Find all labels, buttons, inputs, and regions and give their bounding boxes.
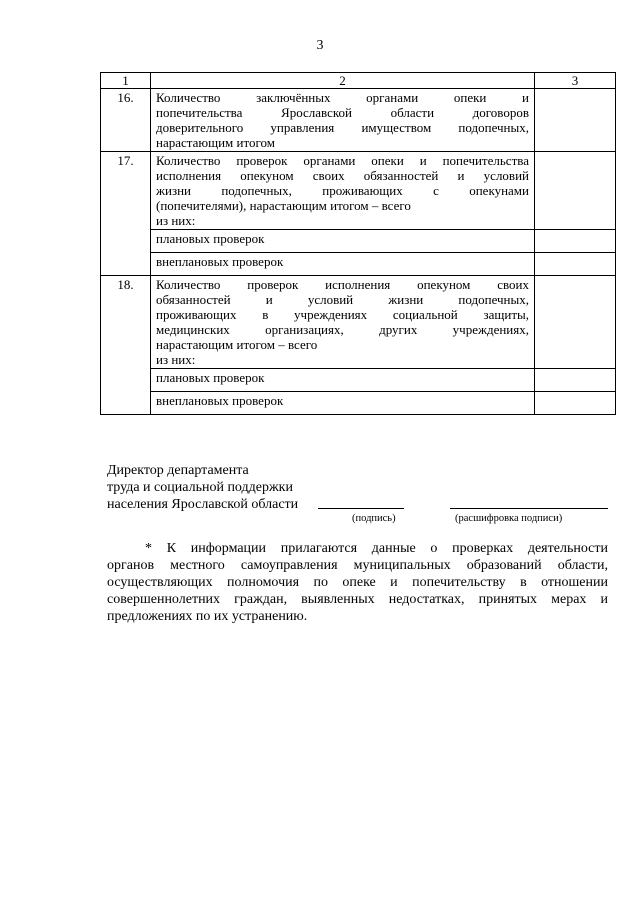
description-line: медицинских организациях, других учреждениях, (156, 322, 529, 337)
value-cell (535, 253, 616, 276)
description-line: доверительного управления имуществом подопечных, (156, 120, 529, 135)
value-cell (535, 369, 616, 392)
signature-decoding-line (450, 508, 608, 509)
table-subrow (101, 253, 616, 276)
column-header-3: 3 (535, 73, 616, 89)
footnote-line: предложениях по их устранению. (107, 609, 308, 624)
description-line: нарастающим итогом (156, 135, 275, 150)
footnote-line: совершеннолетних граждан, выявленных недостатках, принятых мерах и (107, 592, 608, 607)
table-header-row (101, 73, 616, 89)
signature-line (318, 508, 404, 509)
description-line: (попечителями), нарастающим итогом – всего (156, 198, 411, 213)
description-line: нарастающим итогом – всего (156, 337, 318, 352)
value-cell (535, 276, 616, 369)
signature-caption: (подпись) (352, 513, 396, 524)
description-line: Количество проверок органами опеки и попечительства (156, 153, 529, 168)
row-number: 17. (101, 152, 151, 276)
report-table (100, 72, 616, 415)
row-description (151, 89, 535, 152)
description-line: Количество заключённых органами опеки и (156, 90, 529, 105)
table-subrow (101, 392, 616, 415)
footnote-line: осуществляющих полномочия по опеке и попечительству в отношении (107, 575, 608, 590)
signer-title-line: населения Ярославской области (107, 497, 299, 512)
description-line: жизни подопечных, проживающих с опекунами (156, 183, 529, 198)
table-subrow (101, 230, 616, 253)
description-line: из них: (156, 352, 196, 367)
signature-decoding-caption: (расшифровка подписи) (455, 513, 563, 524)
subrow-label: плановых проверок (151, 230, 535, 253)
footnote-line: органов местного самоуправления муниципальных образований области, (107, 558, 608, 573)
description-line: попечительства Ярославской области договоров (156, 105, 529, 120)
description-line: из них: (156, 213, 196, 228)
footnote-line: * К информации прилагаются данные о проверках деятельности (145, 541, 608, 556)
description-line: обязанностей и условий жизни подопечных, (156, 292, 529, 307)
description-line: Количество проверок исполнения опекуном своих (156, 277, 529, 292)
table-row-17 (101, 152, 616, 230)
row-number: 18. (101, 276, 151, 415)
signature-block (107, 462, 298, 513)
subrow-label: внеплановых проверок (151, 253, 535, 276)
page-number: 3 (316, 38, 324, 53)
value-cell (535, 152, 616, 230)
column-header-1: 1 (101, 73, 151, 89)
footnote (107, 540, 608, 625)
column-header-2: 2 (151, 73, 535, 89)
table-row-16 (101, 89, 616, 152)
row-description (151, 276, 535, 369)
subrow-label: плановых проверок (151, 369, 535, 392)
description-line: исполнения опекуном своих обязанностей и условий (156, 168, 529, 183)
subrow-label: внеплановых проверок (151, 392, 535, 415)
signer-title-line: Директор департамента (107, 463, 249, 478)
row-description (151, 152, 535, 230)
table-row-18 (101, 276, 616, 369)
table-subrow (101, 369, 616, 392)
value-cell (535, 230, 616, 253)
value-cell (535, 89, 616, 152)
row-number: 16. (101, 89, 151, 152)
signer-title-line: труда и социальной поддержки (107, 480, 293, 495)
description-line: проживающих в учреждениях социальной защиты, (156, 307, 529, 322)
value-cell (535, 392, 616, 415)
